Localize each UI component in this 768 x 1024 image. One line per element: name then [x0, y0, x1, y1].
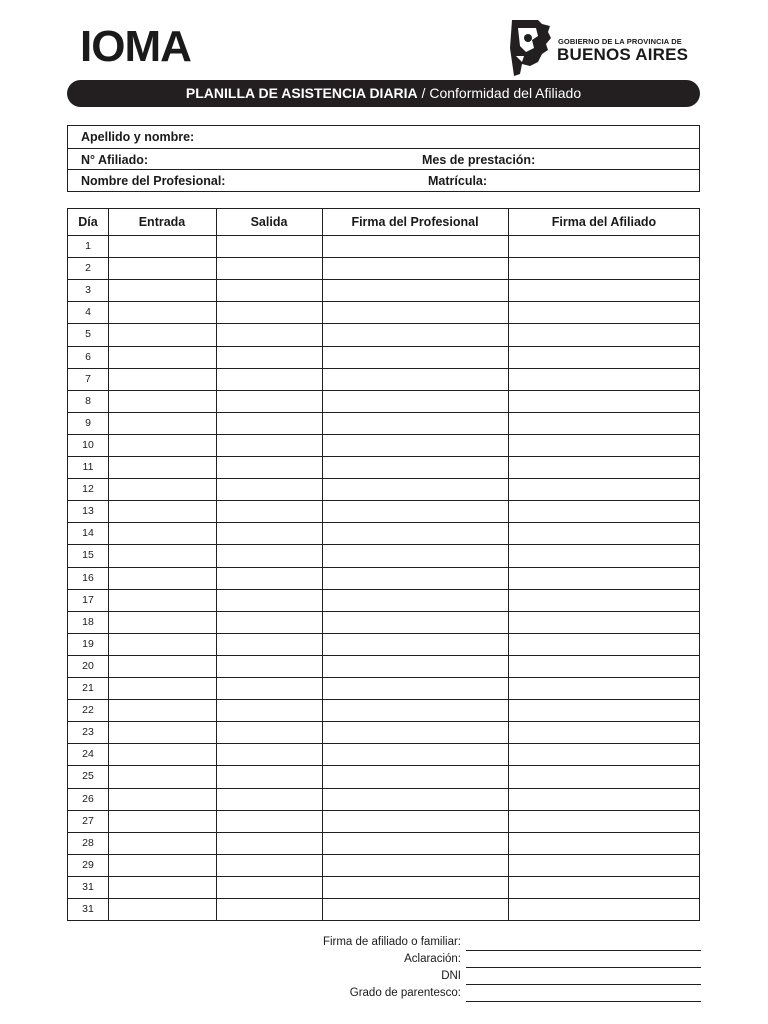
parentesco-field [301, 986, 701, 1004]
info-row-name [68, 126, 699, 147]
day-number: 27 [82, 814, 94, 827]
apellido-label: Apellido y nombre: [81, 130, 195, 144]
column-header: Entrada [138, 215, 186, 229]
day-number: 6 [85, 350, 91, 363]
row-divider [68, 655, 699, 656]
row-divider [68, 699, 699, 700]
row-divider [68, 279, 699, 280]
row-divider [68, 567, 699, 568]
signature-field [301, 935, 701, 953]
day-number: 31 [82, 903, 94, 915]
row-divider [68, 677, 699, 678]
dni-line [466, 984, 701, 985]
row-divider [68, 390, 699, 391]
day-number: 26 [82, 792, 94, 805]
aclaracion-label: Aclaración: [404, 953, 461, 965]
day-number: 22 [82, 704, 94, 717]
day-number: 20 [82, 659, 94, 672]
parentesco-line [466, 1001, 701, 1002]
row-divider [68, 544, 699, 545]
row-divider [68, 589, 699, 590]
row-divider [68, 810, 699, 811]
day-number: 7 [85, 372, 91, 385]
affiliate-info-box [67, 125, 700, 192]
day-number: 10 [82, 438, 94, 451]
title-main: PLANILLA DE ASISTENCIA DIARIA [185, 85, 418, 101]
attendance-table [67, 208, 700, 921]
afiliado-label: N° Afiliado: [81, 153, 149, 167]
row-divider [68, 633, 699, 634]
row-divider [68, 832, 699, 833]
row-divider [68, 721, 699, 722]
row-divider [68, 898, 699, 899]
column-divider [216, 209, 217, 920]
row-divider [68, 323, 699, 324]
row-divider [68, 434, 699, 435]
column-divider [108, 209, 109, 920]
row-divider [68, 611, 699, 612]
aclaracion-field [301, 952, 701, 970]
mes-label: Mes de prestación: [422, 153, 536, 167]
column-header: Firma del Afiliado [551, 215, 657, 229]
row-divider [68, 412, 699, 413]
buenos-aires-emblem-icon [508, 18, 552, 78]
title-subtitle: / Conformidad del Afiliado [417, 85, 582, 101]
column-header: Salida [250, 215, 288, 229]
info-row-afiliado [68, 148, 699, 170]
signature-line [466, 950, 701, 951]
row-divider [68, 854, 699, 855]
day-number: 23 [82, 726, 94, 739]
day-number: 29 [82, 858, 94, 871]
day-number: 9 [85, 416, 91, 429]
day-number: 14 [82, 527, 94, 540]
row-divider [68, 478, 699, 479]
row-divider [68, 456, 699, 457]
day-number: 13 [82, 505, 94, 518]
column-header: Día [78, 215, 98, 229]
day-number: 4 [85, 306, 91, 319]
day-number: 18 [82, 615, 94, 628]
aclaracion-line [466, 967, 701, 968]
page-title [67, 80, 700, 107]
day-number: 16 [82, 571, 94, 584]
row-divider [68, 368, 699, 369]
column-header: Firma del Profesional [351, 215, 479, 229]
matricula-label: Matrícula: [428, 174, 488, 188]
day-number: 19 [82, 637, 94, 650]
day-number: 24 [82, 748, 94, 761]
row-divider [68, 743, 699, 744]
day-number: 5 [85, 328, 91, 341]
government-logo [508, 18, 708, 78]
day-number: 21 [82, 682, 94, 694]
row-divider [68, 500, 699, 501]
row-divider [68, 346, 699, 347]
day-number: 28 [82, 836, 94, 849]
row-divider [68, 788, 699, 789]
day-number: 3 [85, 284, 91, 297]
row-divider [68, 522, 699, 523]
day-number: 17 [82, 593, 94, 606]
signature-label: Firma de afiliado o familiar: [322, 936, 461, 948]
day-number: 12 [82, 483, 94, 496]
column-divider [508, 209, 509, 920]
ioma-logo: IOMA [80, 22, 191, 71]
row-divider [68, 876, 699, 877]
info-row-profesional [68, 169, 699, 191]
row-divider [68, 301, 699, 302]
province-name: BUENOS AIRES [557, 45, 689, 64]
row-divider [68, 765, 699, 766]
day-number: 2 [85, 262, 91, 275]
column-divider [322, 209, 323, 920]
profesional-label: Nombre del Profesional: [81, 174, 226, 188]
day-number: 15 [82, 549, 94, 562]
row-divider [68, 235, 699, 236]
day-number: 25 [82, 770, 94, 783]
day-number: 1 [85, 240, 91, 252]
day-number: 8 [85, 394, 91, 407]
row-divider [68, 257, 699, 258]
dni-field [301, 969, 701, 987]
day-number: 31 [82, 880, 94, 893]
day-number: 11 [82, 461, 94, 473]
dni-label: DNI [441, 970, 461, 982]
government-label: GOBIERNO DE LA PROVINCIA DE [558, 37, 682, 46]
parentesco-label: Grado de parentesco: [349, 987, 461, 999]
